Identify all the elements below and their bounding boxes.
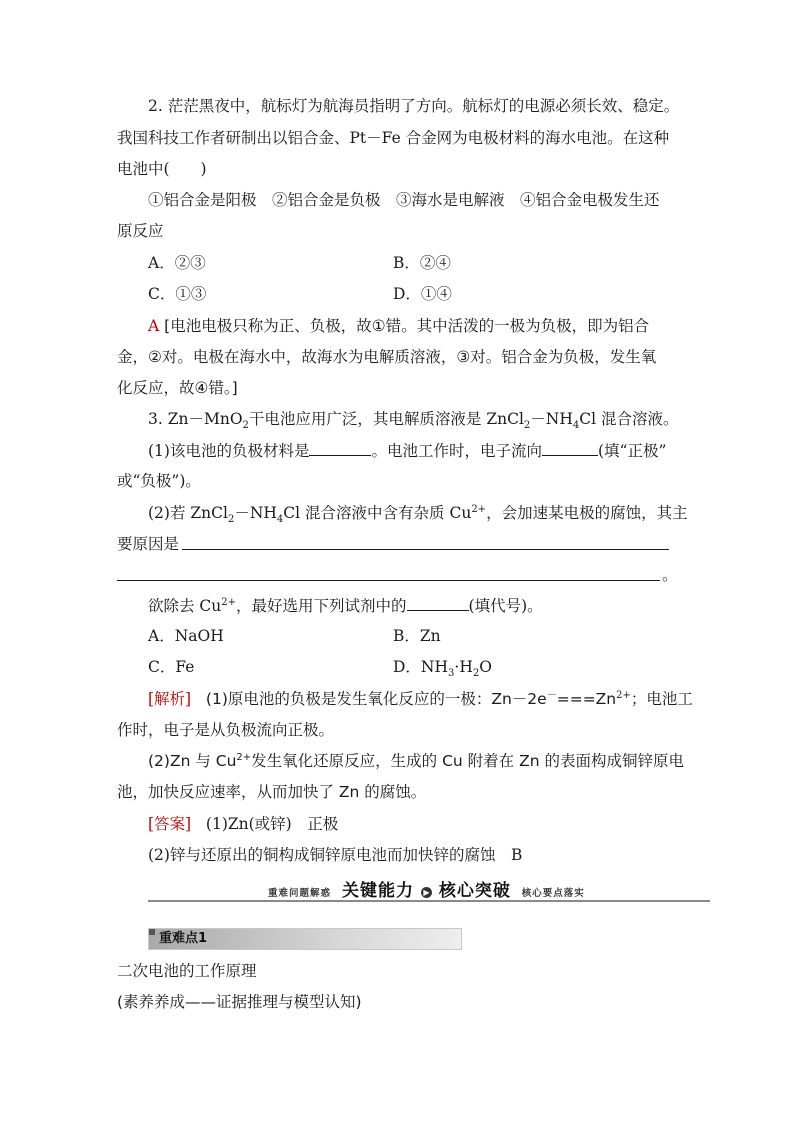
q2-option-d: D．①④ [393,285,452,303]
section-banner [268,880,585,905]
banner-right-caption: 核心要点落实 [521,888,585,899]
q2-option-c: C．①③ [148,285,207,303]
arrow-icon: ▶ [421,887,432,898]
q3-analysis-line4: 池，加快反应速率，从而加快了 Zn 的腐蚀。 [117,783,427,801]
q2-answer-line1 [148,316,649,336]
q3-option-d: D．$NH_3\cdot H_2O$ [393,658,492,680]
q3-answer-line-1[interactable] [182,549,669,550]
q3-analysis-line1: [解析] (1)原电池的负极是发生氧化反应的一极：$Zn-2e^-===Zn^{2+}$；电池工 [148,689,693,708]
key-point-label-box [148,928,462,950]
corner-mark [149,929,155,935]
q2-explanation-3: 化反应，故④错。] [117,379,238,397]
banner-title-left: 关键能力 [341,881,414,901]
answer-tag: [答案] [148,815,192,833]
q2-explanation-1: [电池电极只称为正、负极，故①错。其中活泼的一极为负极，即为铝合 [164,317,650,335]
section-title: 二次电池的工作原理 [117,962,257,980]
section-subtitle: (素养养成——证据推理与模型认知) [117,993,362,1011]
q3-option-a: A．NaOH [148,627,224,645]
q3-part2-line1: (2)若 $ZnCl_2-NH_4Cl$ 混合溶液中含有杂质 $Cu^{2+}$，会加速某电极的腐蚀，其主 [148,503,688,526]
q3-analysis-line2: 作时，电子是从负极流向正极。 [117,721,335,739]
q3-blank-negative-material[interactable] [309,441,371,456]
q2-statements-line1: ①铝合金是阳极 ②铝合金是负极 ③海水是电解液 ④铝合金电极发生还 [148,191,660,209]
q3-answer-line-period: 。 [662,566,678,584]
banner-left-caption: 重难问题解惑 [268,888,332,899]
q3-blank-reagent[interactable] [407,596,469,611]
q2-stem-line2: 我国科技工作者研制出以铝合金、Pt－Fe 合金网为电极材料的海水电池。在这种 [117,129,670,147]
q3-part2-line2: 要原因是 [117,535,180,553]
q2-option-a: A．②③ [148,254,206,272]
q2-stem-line3: 电池中( ) [117,160,207,178]
q3-option-c: C．Fe [148,658,195,676]
q3-part1-line2: 或“负极”)。 [117,472,201,490]
analysis-tag: [解析] [148,690,192,708]
q3-answer-line2: (2)锌与还原出的铜构成铜锌原电池而加快锌的腐蚀 B [148,846,523,864]
q2-explanation-2: 金，②对。电极在海水中，故海水为电解质溶液，③对。铝合金为负极，发生氧 [117,348,657,366]
q3-stem: 3. Zn－MnO$_2$干电池应用广泛，其电解质溶液是 $ZnCl_2-NH_4Cl$ 混合溶液。 [148,410,679,432]
q2-answer-letter: A [148,317,160,335]
q2-option-b: B．②④ [393,254,451,272]
q3-answer-line-2[interactable] [117,580,660,581]
q3-answer-line1: [答案] (1)Zn(或锌) 正极 [148,815,339,833]
q3-blank-electron-flow[interactable] [542,441,598,456]
q3-part3: 欲除去 $Cu^{2+}$，最好选用下列试剂中的 (填代号)。 [148,596,543,615]
q3-option-b: B．Zn [393,627,441,645]
q3-analysis-line3: (2)Zn 与 $Cu^{2+}$发生氧化还原反应，生成的 Cu 附着在 Zn 的表面构成铜锌原电 [148,751,684,770]
banner-title-right: 核心突破 [438,881,511,901]
key-point-label: 重难点1 [159,931,208,946]
q3-part1-line1: (1)该电池的负极材料是 。电池工作时，电子流向 (填“正极” [148,442,667,460]
q2-statements-line2: 原反应 [117,222,164,240]
q2-stem-line1: 2. 茫茫黑夜中，航标灯为航海员指明了方向。航标灯的电源必须长效、稳定。 [148,97,680,115]
